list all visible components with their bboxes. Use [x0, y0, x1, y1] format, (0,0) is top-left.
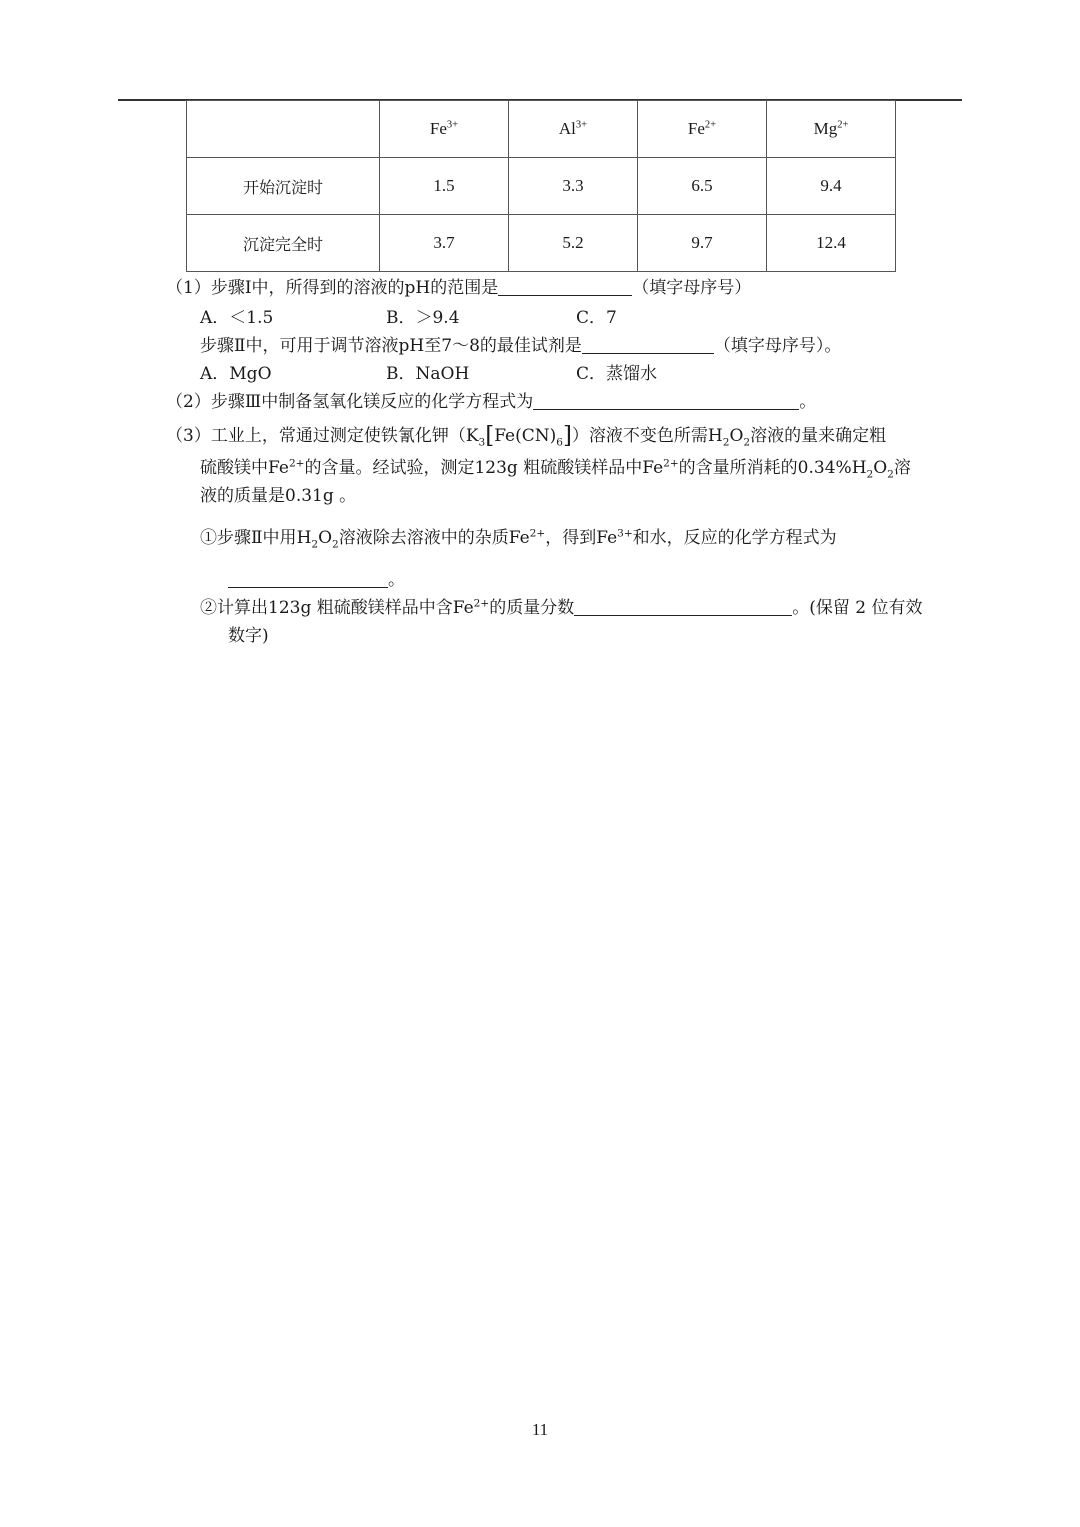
h2o2-formula: $H_2O_2$ — [296, 528, 339, 551]
q3-sub1-answer-line: 。 — [228, 568, 405, 592]
q3-sub1-answer-blank[interactable] — [228, 569, 388, 588]
q3-sub2-answer-blank[interactable] — [574, 597, 792, 616]
table-row — [187, 158, 896, 215]
h2o2-formula: $H_2O_2$ — [851, 458, 894, 481]
q1-step2-answer-blank[interactable] — [582, 335, 714, 354]
row-label: 开始沉淀时 — [187, 158, 380, 215]
table-cell: 3.3 — [509, 158, 638, 215]
header-al3: $Al^{3+}$ — [509, 101, 638, 158]
header-fe3: $Fe^{3+}$ — [380, 101, 509, 158]
table-cell: 9.7 — [638, 215, 767, 272]
q1-option-b: B．＞9.4 — [386, 308, 460, 328]
fe2-ion: $Fe^{2+}$ — [452, 597, 490, 618]
q3-sub1-line: ①步骤Ⅱ中用$H_2O_2$溶液除去溶液中的杂质$Fe^{2+}$，得到$Fe^{3+}$和水，反应的化学方程式为 — [200, 527, 837, 551]
page-number: 11 — [531, 1420, 549, 1439]
q3-sub2-line: ②计算出123g 粗硫酸镁样品中含$Fe^{2+}$的质量分数 。(保留 2 位有效 — [200, 597, 923, 618]
q1-options — [200, 306, 617, 330]
table-cell: 9.4 — [767, 158, 896, 215]
q1-option-c: C．7 — [576, 308, 617, 328]
fe3-ion: $Fe^{3+}$ — [596, 527, 633, 548]
q3-line-2: 硫酸镁中$Fe^{2+}$的含量。经试验，测定123g 粗硫酸镁样品中$Fe^{2+}$的含量所消耗的$0.34\%H_2O_2$溶 — [200, 457, 911, 481]
header-fe2: $Fe^{2+}$ — [638, 101, 767, 158]
q1-line: （1）步骤Ⅰ中，所得到的溶液的pH的范围是 （填字母序号） — [166, 278, 752, 298]
q1-step2-option-b: B．NaOH — [386, 364, 470, 384]
table-cell: 5.2 — [509, 215, 638, 272]
fe2-ion: $Fe^{2+}$ — [508, 527, 546, 548]
precipitation-ph-table — [186, 100, 896, 272]
table-cell: 12.4 — [767, 215, 896, 272]
table-row — [187, 215, 896, 272]
table-cell: 6.5 — [638, 158, 767, 215]
q1-step2-option-c: C．蒸馏水 — [576, 364, 658, 384]
q3-line-3: 液的质量是0.31g 。 — [200, 486, 357, 506]
header-mg2: $Mg^{2+}$ — [767, 101, 896, 158]
h2o2-formula: $H_2O_2$ — [707, 426, 751, 449]
q3-sub2-continuation: 数字) — [228, 626, 269, 646]
ferricyanide-formula: $K_3[Fe(CN)_6]$ — [465, 423, 572, 449]
q2-answer-blank[interactable] — [533, 391, 799, 410]
q1-step2-option-a: A．MgO — [200, 364, 272, 384]
q3-line-1: （3）工业上，常通过测定使铁氰化钾$(K_3[Fe(CN)_6])$溶液不变色所需$H_2O_2$溶液的量来确定粗 — [166, 423, 887, 449]
table-cell: 3.7 — [380, 215, 509, 272]
row-label: 沉淀完全时 — [187, 215, 380, 272]
q1-step2-line: 步骤Ⅱ中，可用于调节溶液pH至7～8的最佳试剂是 （填字母序号）。 — [200, 336, 842, 356]
table-cell: 1.5 — [380, 158, 509, 215]
table-corner-cell — [187, 101, 380, 158]
q2-line: （2）步骤Ⅲ中制备氢氧化镁反应的化学方程式为 。 — [166, 392, 817, 412]
q1-step2-options — [200, 362, 657, 386]
q1-answer-blank[interactable] — [498, 277, 632, 296]
table-header-row — [187, 101, 896, 158]
fe2-ion: $Fe^{2+}$ — [268, 457, 305, 478]
fe2-ion: $Fe^{2+}$ — [642, 457, 679, 478]
q1-option-a: A．＜1.5 — [200, 308, 274, 328]
